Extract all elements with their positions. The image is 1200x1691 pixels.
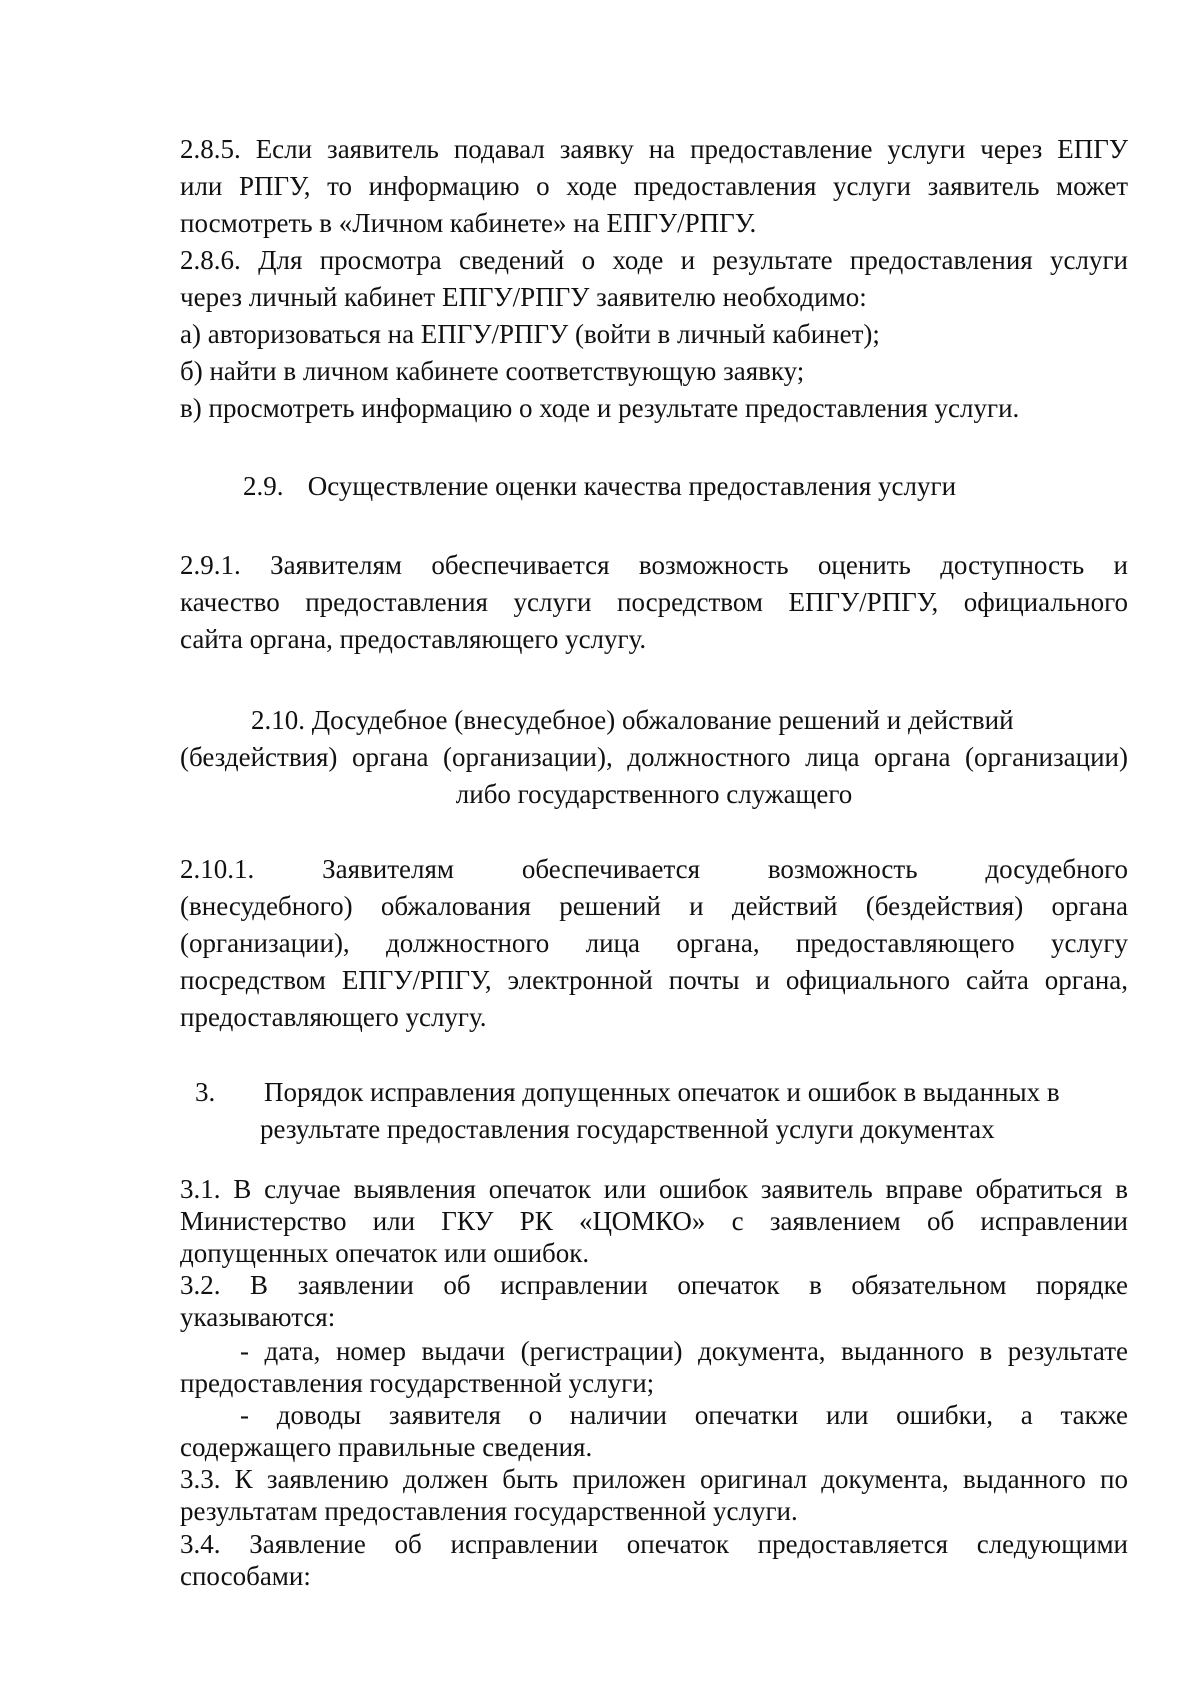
paragraph-line: предоставляющего услугу. xyxy=(180,1002,487,1032)
list-item: в) просмотреть информацию о ходе и результате предоставления услуги. xyxy=(180,393,1020,423)
paragraph-line: 2.8.6. Для просмотра сведений о ходе и результате предоставления услуги xyxy=(180,245,1128,275)
paragraph-line: 2.9.1. Заявителям обеспечивается возможность оценить доступность и xyxy=(180,550,1128,580)
paragraph-line: через личный кабинет ЕПГУ/РПГУ заявителю необходимо: xyxy=(180,282,867,312)
paragraph-line: предоставления государственной услуги; xyxy=(180,1368,655,1398)
list-item: - доводы заявителя о наличии опечатки или ошибки, а также xyxy=(240,1400,1128,1430)
paragraph-line: содержащего правильные сведения. xyxy=(180,1432,593,1462)
section-heading: либо государственного служащего xyxy=(455,779,853,809)
paragraph-line: посмотреть в «Личном кабинете» на ЕПГУ/РПГУ. xyxy=(180,208,757,238)
paragraph-line: результатам предоставления государственной услуги. xyxy=(180,1496,798,1526)
paragraph-line: Министерство или ГКУ РК «ЦОМКО» с заявлением об исправлении xyxy=(180,1206,1128,1236)
paragraph-line: или РПГУ, то информацию о ходе предоставления услуги заявитель может xyxy=(180,171,1128,201)
section-heading xyxy=(243,469,1093,503)
paragraph-line: 3.1. В случае выявления опечаток или ошибок заявитель вправе обратиться в xyxy=(180,1174,1128,1204)
paragraph-line: способами: xyxy=(180,1561,311,1591)
paragraph-line: сайта органа, предоставляющего услугу. xyxy=(180,624,647,654)
paragraph-line: 3.2. В заявлении об исправлении опечаток в обязательном порядке xyxy=(180,1270,1128,1300)
list-item: б) найти в личном кабинете соответствующую заявку; xyxy=(180,356,805,386)
paragraph-line: 3.4. Заявление об исправлении опечаток предоставляется следующими xyxy=(180,1529,1128,1559)
section-heading: 2.10. Досудебное (внесудебное) обжалование решений и действий xyxy=(251,705,1014,735)
list-item: - дата, номер выдачи (регистрации) документа, выданного в результате xyxy=(240,1336,1128,1366)
paragraph-line: (внесудебного) обжалования решений и действий (бездействия) органа xyxy=(180,891,1128,921)
paragraph-line: 2.8.5. Если заявитель подавал заявку на предоставление услуги через ЕПГУ xyxy=(180,134,1128,164)
paragraph-line: 2.10.1. Заявителям обеспечивается возможность досудебного xyxy=(180,854,1128,884)
paragraph-line: (организации), должностного лица органа, предоставляющего услугу xyxy=(180,928,1128,958)
paragraph-line: допущенных опечаток или ошибок. xyxy=(180,1238,590,1268)
section-heading: результате предоставления государственной услуги документах xyxy=(260,1114,995,1144)
section-heading: Порядок исправления допущенных опечаток и ошибок в выданных в xyxy=(264,1077,1060,1107)
section-heading: (бездействия) органа (организации), должностного лица органа (организации) xyxy=(180,742,1128,772)
heading-number: 3. xyxy=(195,1077,216,1107)
paragraph-line: посредством ЕПГУ/РПГУ, электронной почты и официального сайта органа, xyxy=(180,965,1128,995)
paragraph-line: качество предоставления услуги посредством ЕПГУ/РПГУ, официального xyxy=(180,587,1128,617)
paragraph-line: указываются: xyxy=(180,1302,336,1332)
list-item: а) авторизоваться на ЕПГУ/РПГУ (войти в личный кабинет); xyxy=(180,319,880,349)
paragraph-line: 3.3. К заявлению должен быть приложен оригинал документа, выданного по xyxy=(180,1464,1128,1494)
heading-title: Осуществление оценки качества предоставления услуги xyxy=(307,471,957,501)
heading-number: 2.9. xyxy=(243,471,284,501)
